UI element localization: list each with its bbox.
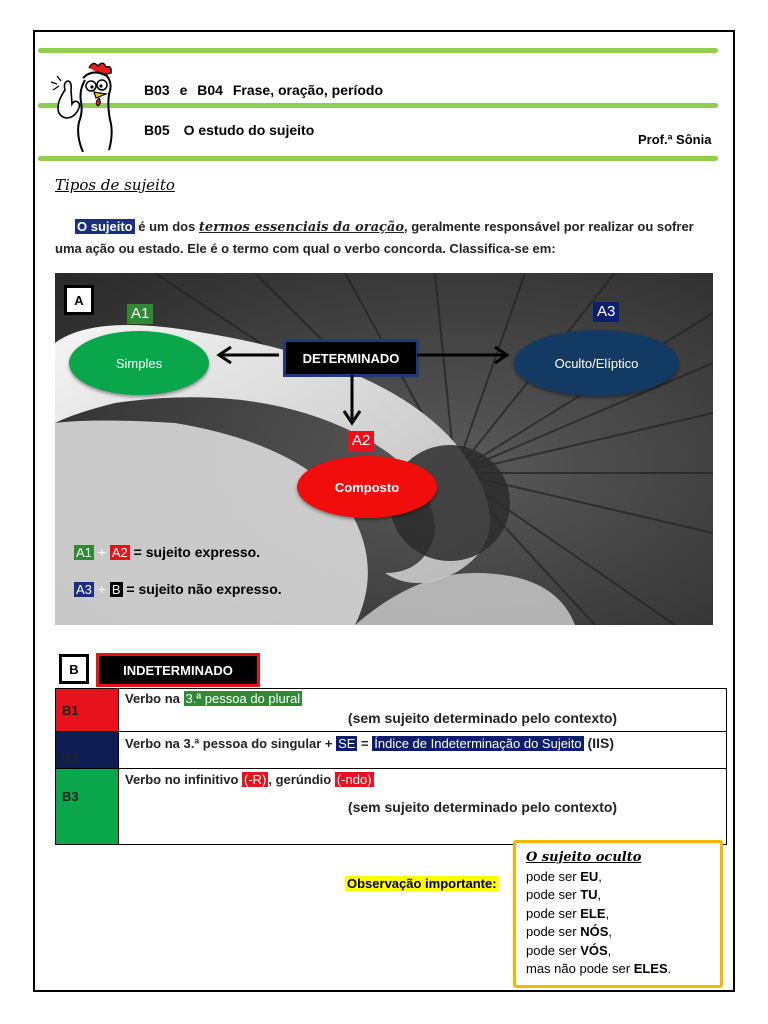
table-row — [56, 732, 727, 769]
observation-line-prefix: pode ser — [526, 942, 581, 958]
observation-line-pronoun: NÓS — [580, 924, 609, 939]
code-b03: B03 — [144, 82, 170, 98]
observation-line-prefix: pode ser — [526, 905, 581, 921]
determinado-box: DETERMINADO — [283, 339, 419, 377]
oculto-ellipse: Oculto/Elíptico — [514, 330, 679, 396]
header-rule-top — [38, 48, 718, 53]
header-title-1: Frase, oração, período — [232, 82, 384, 98]
b1-label: B1 — [62, 702, 79, 718]
observation-line-pronoun: EU — [580, 868, 599, 884]
observation-line-prefix: pode ser — [526, 887, 581, 902]
observation-label-text: Observação importante: — [347, 876, 497, 891]
observation-line-pronoun: ELE — [580, 905, 606, 921]
b2-content — [119, 732, 727, 769]
code-cell-b2 — [56, 732, 119, 769]
script-phrase: termos essenciais da oração — [198, 220, 405, 235]
b3-note: (sem sujeito determinado pelo contexto) — [347, 799, 618, 815]
indeterminado-title: INDETERMINADO — [96, 653, 260, 687]
formula2-a3: A3 — [76, 582, 92, 597]
header-title-2: O estudo do sujeito — [183, 122, 315, 138]
simples-ellipse: Simples — [69, 331, 209, 395]
intro-paragraph — [55, 216, 717, 259]
b2-iis-abbr: (IIS) — [583, 735, 615, 751]
b3-content — [119, 769, 727, 845]
formula1-plus: + — [93, 544, 110, 560]
observation-line-prefix: pode ser — [526, 868, 581, 884]
b3-r: (-R) — [244, 772, 267, 787]
section-title: Tipos de sujeito — [55, 176, 175, 194]
code-b04: B04 — [197, 82, 223, 98]
observation-label — [345, 876, 499, 891]
observation-title: O sujeito oculto — [526, 850, 642, 865]
observation-line-suffix: , — [597, 887, 602, 902]
formula-nao-expresso — [74, 581, 282, 597]
observation-line — [526, 923, 710, 942]
code-cell-b3 — [56, 769, 119, 845]
observation-line-pronoun: ELES — [633, 961, 668, 976]
observation-line — [526, 868, 710, 887]
observation-line-pronoun: VÓS — [580, 942, 608, 958]
b2-iis-text: Índice de Indeterminação do Sujeito — [374, 736, 582, 751]
a1-tag: A1 — [127, 304, 153, 324]
spiral-staircase-background — [55, 273, 713, 625]
b3-ndo: (-ndo) — [336, 772, 372, 787]
section-a-box: A — [64, 285, 94, 315]
indeterminado-table — [55, 688, 727, 845]
observation-lines — [526, 868, 710, 979]
b3-label: B3 — [62, 789, 79, 804]
b1-prefix: Verbo na — [125, 691, 184, 706]
a2-tag: A2 — [348, 431, 374, 451]
header-rule-middle — [38, 103, 718, 108]
formula1-a1: A1 — [76, 545, 92, 560]
b1-highlight: 3.ª pessoa do plural — [185, 691, 301, 706]
observation-line — [526, 960, 710, 979]
header-line-1 — [144, 82, 383, 98]
observation-box — [513, 840, 723, 988]
term-highlight: O sujeito — [77, 219, 133, 234]
b2-eq: = — [357, 736, 373, 751]
formula1-text: = sujeito expresso. — [129, 544, 261, 560]
observation-line-suffix: , — [608, 924, 612, 939]
b3-prefix: Verbo no infinitivo — [125, 772, 242, 787]
formula2-plus: + — [93, 581, 110, 597]
intro-part2: , geralmente responsável por realizar ou sofrer uma ação ou estado. Ele é o termo com qual o verbo concorda. Classifica-se em: — [55, 219, 694, 256]
observation-line — [526, 942, 710, 961]
formula2-b: B — [111, 582, 121, 597]
formula1-a2: A2 — [111, 545, 128, 560]
header-rule-bottom — [38, 156, 718, 161]
observation-line-suffix: , — [605, 905, 610, 921]
b2-prefix: Verbo na 3.ª pessoa do singular + — [125, 736, 337, 751]
section-b-box: B — [59, 654, 89, 684]
code-b05: B05 — [144, 122, 170, 138]
table-row — [56, 689, 727, 732]
observation-line-prefix: pode ser — [526, 924, 581, 939]
b2-label: B2 — [62, 751, 79, 766]
a3-tag: A3 — [593, 302, 619, 322]
teacher-name: Prof.ª Sônia — [638, 132, 712, 147]
determinado-diagram — [55, 273, 713, 625]
observation-line — [526, 905, 710, 924]
observation-line-prefix: mas não pode ser — [526, 961, 634, 976]
header-line-2 — [144, 122, 314, 138]
observation-line-suffix: , — [607, 942, 612, 958]
b1-note: (sem sujeito determinado pelo contexto) — [347, 710, 618, 726]
observation-line-suffix: , — [598, 868, 602, 884]
formula2-text: = sujeito não expresso. — [122, 581, 282, 597]
b1-content — [119, 689, 727, 732]
composto-ellipse: Composto — [297, 456, 437, 518]
b3-mid: , gerúndio — [268, 772, 335, 787]
observation-line-pronoun: TU — [580, 887, 598, 902]
connector-text: e — [179, 82, 188, 98]
intro-part1: é um dos — [134, 219, 199, 234]
code-cell-b1 — [56, 689, 119, 732]
chicken-mascot-icon — [45, 60, 125, 152]
observation-line — [526, 886, 710, 905]
b2-se: SE — [338, 736, 356, 751]
observation-line-suffix: . — [667, 961, 672, 976]
formula-expresso — [74, 544, 260, 560]
table-row — [56, 769, 727, 845]
